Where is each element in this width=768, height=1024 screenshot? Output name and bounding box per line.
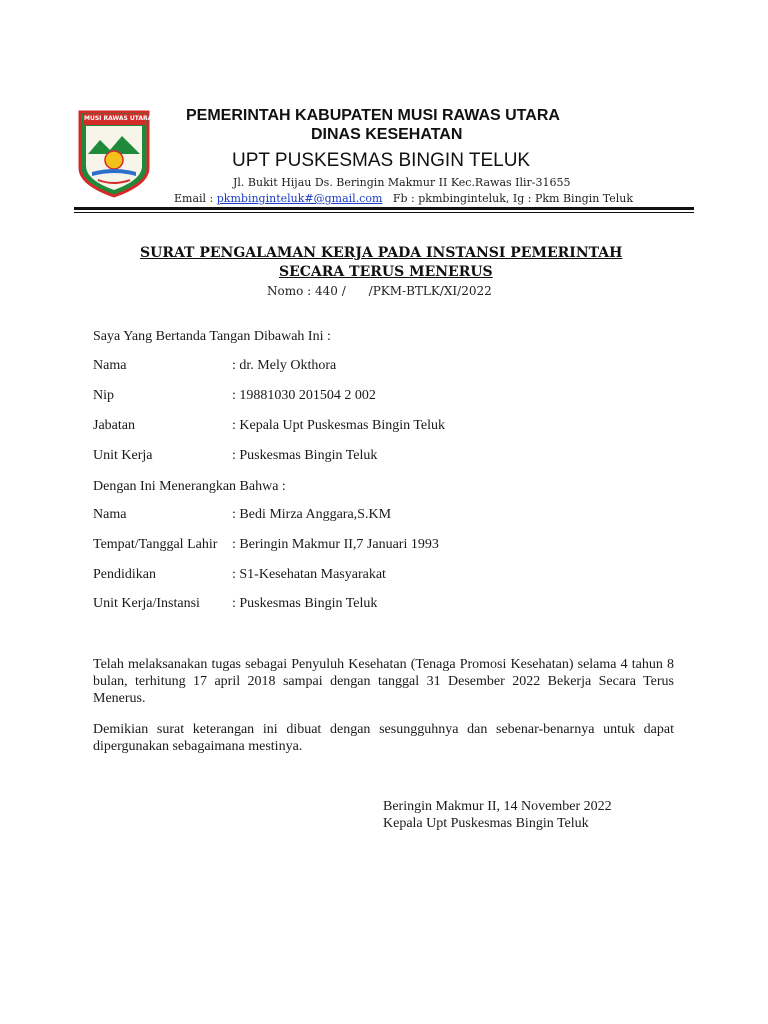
- service-paragraph: Telah melaksanakan tugas sebagai Penyuluh Kesehatan (Tenaga Promosi Kesehatan) selama 4 tahun 8 bulan, terhitung 17 april 2018 sampai dengan tanggal 31 Desember 2022 Bekerja Secara Terus Menerus.: [93, 657, 674, 706]
- field-label: Tempat/Tanggal Lahir: [93, 537, 218, 552]
- field-value: : Bedi Mirza Anggara,S.KM: [232, 507, 392, 522]
- email-label: Email :: [174, 192, 217, 205]
- field-value: : Puskesmas Bingin Teluk: [232, 596, 378, 611]
- document-title: SURAT PENGALAMAN KERJA PADA INSTANSI PEMERINTAH: [140, 245, 623, 261]
- field-label: Nip: [93, 388, 114, 403]
- regency-logo: [78, 110, 153, 198]
- regency-emblem-icon: [78, 110, 153, 198]
- field-label: Unit Kerja: [93, 448, 153, 463]
- contact-line: [174, 192, 633, 205]
- intro-text: Saya Yang Bertanda Tangan Dibawah Ini :: [93, 329, 331, 344]
- signature-position: Kepala Upt Puskesmas Bingin Teluk: [383, 816, 589, 831]
- field-label: Pendidikan: [93, 567, 156, 582]
- field-value: : S1-Kesehatan Masyarakat: [232, 567, 386, 582]
- statement-text: Dengan Ini Menerangkan Bahwa :: [93, 479, 286, 494]
- header-divider-thick: [74, 207, 694, 210]
- field-label: Nama: [93, 507, 127, 522]
- signature-place-date: Beringin Makmur II, 14 November 2022: [383, 799, 612, 814]
- government-name: PEMERINTAH KABUPATEN MUSI RAWAS UTARA: [186, 107, 560, 124]
- institution-name: UPT PUSKESMAS BINGIN TELUK: [232, 150, 531, 171]
- field-label: Jabatan: [93, 418, 135, 433]
- field-label: Nama: [93, 358, 127, 373]
- document-subtitle: SECARA TERUS MENERUS: [279, 264, 493, 280]
- field-value: : Kepala Upt Puskesmas Bingin Teluk: [232, 418, 446, 433]
- department-name: DINAS KESEHATAN: [311, 126, 463, 143]
- closing-paragraph: Demikian surat keterangan ini dibuat dengan sesungguhnya dan sebenar-benarnya untuk dapat dipergunakan sebagaimana mestinya.: [93, 722, 674, 754]
- logo-text: MUSI RAWAS UTARA: [84, 115, 153, 122]
- email-link[interactable]: pkmbinginteluk#@gmail.com: [216, 192, 383, 205]
- field-label: Unit Kerja/Instansi: [93, 596, 200, 611]
- header-divider-thin: [74, 212, 694, 213]
- letter-number: Nomo : 440 / /PKM-BTLK/XI/2022: [267, 284, 492, 298]
- field-value: : 19881030 201504 2 002: [232, 388, 376, 403]
- field-value: : dr. Mely Okthora: [232, 358, 337, 373]
- field-value: : Puskesmas Bingin Teluk: [232, 448, 378, 463]
- field-value: : Beringin Makmur II,7 Januari 1993: [232, 537, 439, 552]
- address: Jl. Bukit Hijau Ds. Beringin Makmur II Kec.Rawas Ilir-31655: [233, 176, 571, 189]
- social-media: Fb : pkmbinginteluk, Ig : Pkm Bingin Teluk: [392, 192, 634, 205]
